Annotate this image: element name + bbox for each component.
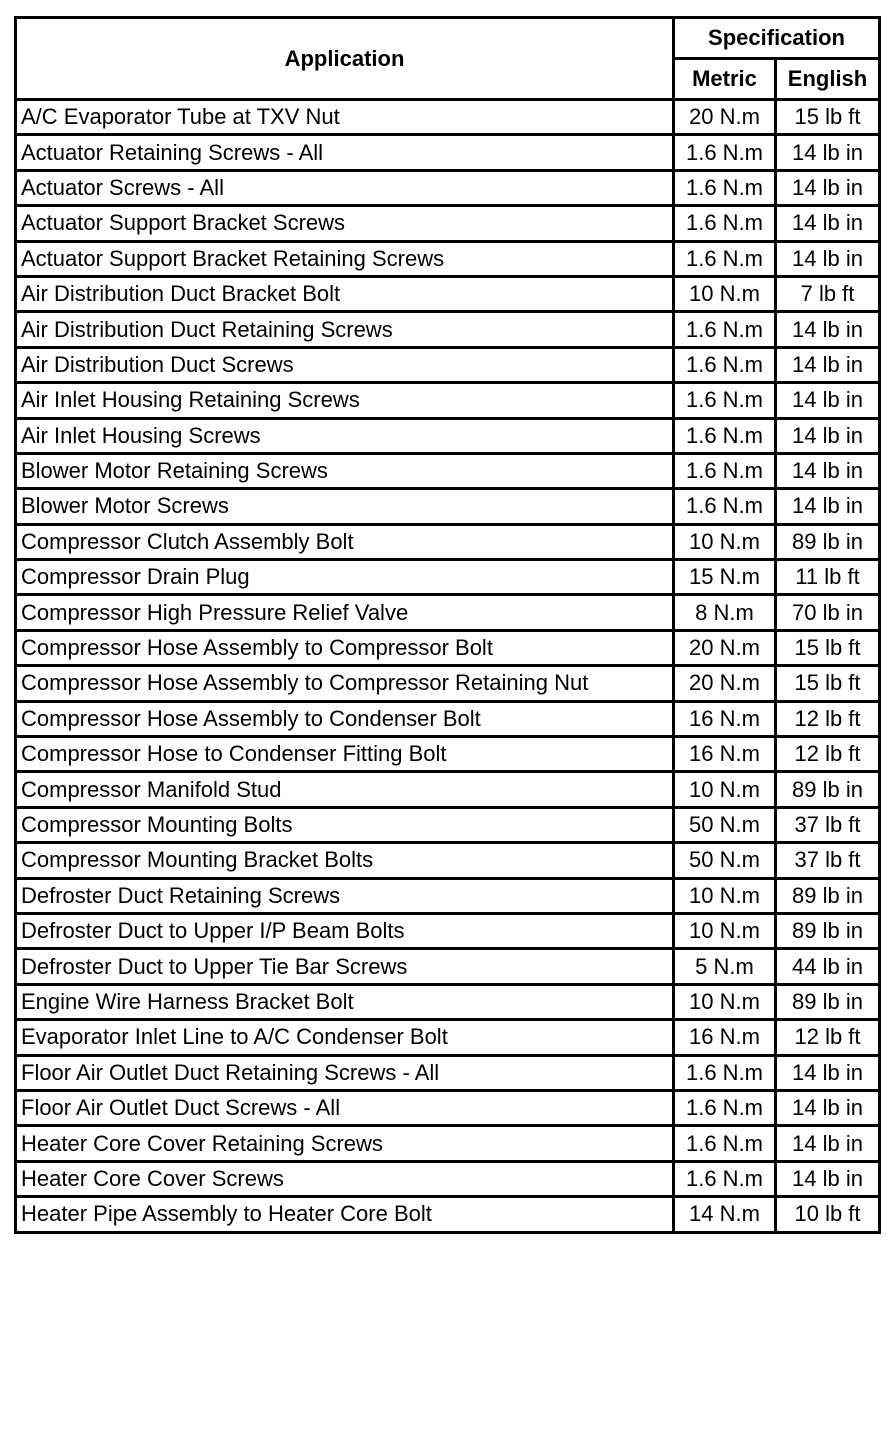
metric-cell: 1.6 N.m: [674, 418, 776, 453]
application-cell: Actuator Screws - All: [16, 170, 674, 205]
english-cell: 10 lb ft: [776, 1197, 880, 1232]
english-cell: 14 lb in: [776, 1090, 880, 1125]
metric-cell: 1.6 N.m: [674, 383, 776, 418]
english-cell: 14 lb in: [776, 489, 880, 524]
metric-cell: 1.6 N.m: [674, 1090, 776, 1125]
application-cell: Compressor Clutch Assembly Bolt: [16, 524, 674, 559]
table-row: [16, 1020, 880, 1055]
table-row: [16, 595, 880, 630]
table-row: [16, 1055, 880, 1090]
application-cell: Defroster Duct to Upper Tie Bar Screws: [16, 949, 674, 984]
table-row: [16, 170, 880, 205]
table-header: [16, 18, 880, 100]
english-cell: 14 lb in: [776, 170, 880, 205]
table-row: [16, 312, 880, 347]
table-row: [16, 524, 880, 559]
english-cell: 37 lb ft: [776, 843, 880, 878]
table-row: [16, 453, 880, 488]
metric-cell: 1.6 N.m: [674, 206, 776, 241]
application-cell: Air Inlet Housing Screws: [16, 418, 674, 453]
metric-cell: 1.6 N.m: [674, 489, 776, 524]
application-cell: Compressor Mounting Bolts: [16, 807, 674, 842]
application-cell: Heater Core Cover Retaining Screws: [16, 1126, 674, 1161]
application-cell: Compressor High Pressure Relief Valve: [16, 595, 674, 630]
metric-cell: 16 N.m: [674, 737, 776, 772]
application-cell: Engine Wire Harness Bracket Bolt: [16, 984, 674, 1019]
english-cell: 89 lb in: [776, 772, 880, 807]
english-cell: 15 lb ft: [776, 100, 880, 135]
english-cell: 14 lb in: [776, 312, 880, 347]
english-header: English: [776, 59, 880, 100]
table-row: [16, 206, 880, 241]
table-row: [16, 489, 880, 524]
table-row: [16, 1090, 880, 1125]
english-cell: 70 lb in: [776, 595, 880, 630]
metric-cell: 50 N.m: [674, 843, 776, 878]
table-row: [16, 807, 880, 842]
english-cell: 89 lb in: [776, 524, 880, 559]
metric-cell: 1.6 N.m: [674, 453, 776, 488]
application-cell: Evaporator Inlet Line to A/C Condenser Bolt: [16, 1020, 674, 1055]
table-row: [16, 913, 880, 948]
metric-cell: 10 N.m: [674, 276, 776, 311]
application-cell: Compressor Hose to Condenser Fitting Bolt: [16, 737, 674, 772]
english-cell: 89 lb in: [776, 878, 880, 913]
metric-cell: 1.6 N.m: [674, 1055, 776, 1090]
application-cell: Heater Pipe Assembly to Heater Core Bolt: [16, 1197, 674, 1232]
table-row: [16, 984, 880, 1019]
english-cell: 14 lb in: [776, 1126, 880, 1161]
application-cell: Compressor Drain Plug: [16, 560, 674, 595]
english-cell: 14 lb in: [776, 1161, 880, 1196]
english-cell: 14 lb in: [776, 1055, 880, 1090]
table-row: [16, 383, 880, 418]
table-row: [16, 1126, 880, 1161]
metric-cell: 20 N.m: [674, 666, 776, 701]
english-cell: 37 lb ft: [776, 807, 880, 842]
metric-cell: 1.6 N.m: [674, 312, 776, 347]
english-cell: 14 lb in: [776, 383, 880, 418]
table-body: [16, 100, 880, 1233]
table-row: [16, 843, 880, 878]
table-row: [16, 666, 880, 701]
english-cell: 11 lb ft: [776, 560, 880, 595]
specification-header: Specification: [674, 18, 880, 59]
english-cell: 44 lb in: [776, 949, 880, 984]
metric-cell: 1.6 N.m: [674, 170, 776, 205]
english-cell: 12 lb ft: [776, 701, 880, 736]
metric-cell: 10 N.m: [674, 878, 776, 913]
application-cell: Floor Air Outlet Duct Retaining Screws - All: [16, 1055, 674, 1090]
application-cell: Heater Core Cover Screws: [16, 1161, 674, 1196]
english-cell: 14 lb in: [776, 206, 880, 241]
english-cell: 12 lb ft: [776, 737, 880, 772]
application-cell: Defroster Duct Retaining Screws: [16, 878, 674, 913]
english-cell: 15 lb ft: [776, 630, 880, 665]
metric-cell: 10 N.m: [674, 984, 776, 1019]
application-cell: Actuator Retaining Screws - All: [16, 135, 674, 170]
application-header: Application: [16, 18, 674, 100]
table-row: [16, 135, 880, 170]
english-cell: 14 lb in: [776, 418, 880, 453]
table-row: [16, 241, 880, 276]
english-cell: 12 lb ft: [776, 1020, 880, 1055]
table-row: [16, 878, 880, 913]
table-row: [16, 100, 880, 135]
application-cell: Actuator Support Bracket Retaining Screws: [16, 241, 674, 276]
table-row: [16, 1197, 880, 1232]
metric-cell: 10 N.m: [674, 772, 776, 807]
metric-cell: 1.6 N.m: [674, 135, 776, 170]
application-cell: Air Distribution Duct Screws: [16, 347, 674, 382]
metric-cell: 16 N.m: [674, 1020, 776, 1055]
metric-cell: 5 N.m: [674, 949, 776, 984]
table-row: [16, 630, 880, 665]
table-row: [16, 701, 880, 736]
application-cell: Air Inlet Housing Retaining Screws: [16, 383, 674, 418]
application-cell: Defroster Duct to Upper I/P Beam Bolts: [16, 913, 674, 948]
table-row: [16, 737, 880, 772]
metric-cell: 20 N.m: [674, 100, 776, 135]
metric-cell: 14 N.m: [674, 1197, 776, 1232]
application-cell: Actuator Support Bracket Screws: [16, 206, 674, 241]
application-cell: Compressor Hose Assembly to Condenser Bolt: [16, 701, 674, 736]
application-cell: Blower Motor Retaining Screws: [16, 453, 674, 488]
metric-cell: 1.6 N.m: [674, 347, 776, 382]
english-cell: 7 lb ft: [776, 276, 880, 311]
english-cell: 15 lb ft: [776, 666, 880, 701]
table-row: [16, 772, 880, 807]
table-row: [16, 1161, 880, 1196]
application-cell: Floor Air Outlet Duct Screws - All: [16, 1090, 674, 1125]
metric-cell: 8 N.m: [674, 595, 776, 630]
table-row: [16, 418, 880, 453]
english-cell: 14 lb in: [776, 241, 880, 276]
application-cell: Compressor Manifold Stud: [16, 772, 674, 807]
metric-cell: 1.6 N.m: [674, 241, 776, 276]
application-cell: Compressor Hose Assembly to Compressor Bolt: [16, 630, 674, 665]
application-cell: Compressor Hose Assembly to Compressor Retaining Nut: [16, 666, 674, 701]
table-row: [16, 276, 880, 311]
english-cell: 14 lb in: [776, 453, 880, 488]
metric-cell: 16 N.m: [674, 701, 776, 736]
english-cell: 89 lb in: [776, 913, 880, 948]
metric-header: Metric: [674, 59, 776, 100]
application-cell: A/C Evaporator Tube at TXV Nut: [16, 100, 674, 135]
metric-cell: 20 N.m: [674, 630, 776, 665]
table-row: [16, 560, 880, 595]
metric-cell: 1.6 N.m: [674, 1161, 776, 1196]
english-cell: 14 lb in: [776, 347, 880, 382]
metric-cell: 15 N.m: [674, 560, 776, 595]
torque-specification-table: [14, 16, 881, 1234]
metric-cell: 10 N.m: [674, 913, 776, 948]
application-cell: Compressor Mounting Bracket Bolts: [16, 843, 674, 878]
table-row: [16, 949, 880, 984]
english-cell: 89 lb in: [776, 984, 880, 1019]
application-cell: Air Distribution Duct Bracket Bolt: [16, 276, 674, 311]
metric-cell: 1.6 N.m: [674, 1126, 776, 1161]
application-cell: Air Distribution Duct Retaining Screws: [16, 312, 674, 347]
english-cell: 14 lb in: [776, 135, 880, 170]
metric-cell: 10 N.m: [674, 524, 776, 559]
metric-cell: 50 N.m: [674, 807, 776, 842]
application-cell: Blower Motor Screws: [16, 489, 674, 524]
table-row: [16, 347, 880, 382]
